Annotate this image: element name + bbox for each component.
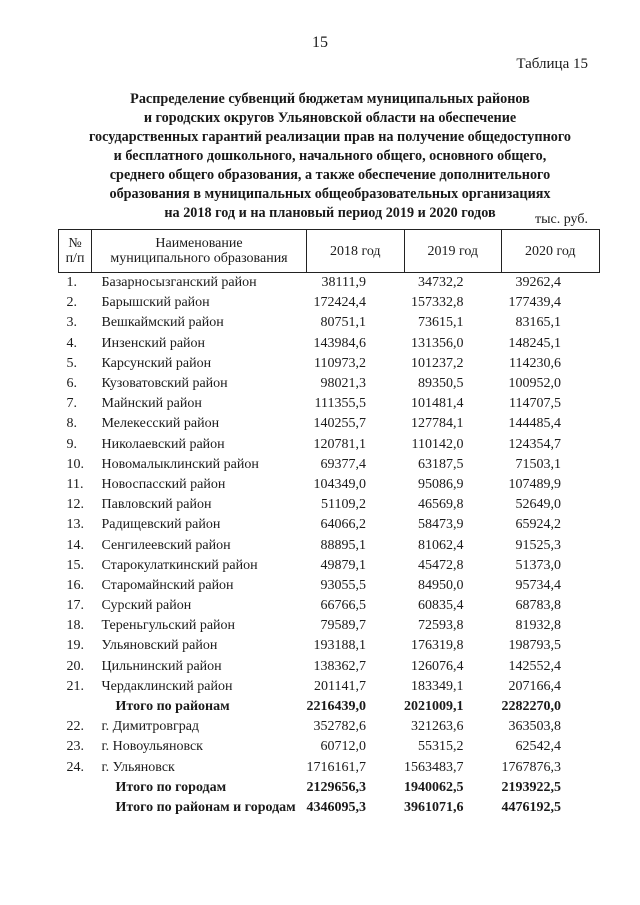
table-row: [59, 374, 600, 394]
row-name: Карсунский район: [101, 355, 212, 371]
row-name: г. Димитровград: [101, 719, 200, 735]
value-2018: 79589,7: [320, 618, 366, 634]
table-row: [59, 455, 600, 475]
row-number: 12.: [66, 497, 84, 513]
table-row: [59, 535, 600, 555]
row-name: г. Новоульяновск: [101, 739, 203, 755]
value-2020: 62542,4: [515, 739, 561, 755]
value-2018: 60712,0: [320, 739, 366, 755]
header-name-line1: Наименование: [155, 236, 243, 251]
value-2020: 68783,8: [515, 598, 561, 614]
value-2019: 73615,1: [418, 315, 464, 331]
value-2019: 321263,6: [411, 719, 464, 735]
row-number: 18.: [66, 618, 84, 634]
table-label: Таблица 15: [516, 56, 588, 72]
value-2018: 4346095,3: [306, 799, 366, 815]
value-2020: 1767876,3: [501, 759, 561, 775]
value-2018: 201141,7: [314, 678, 366, 694]
row-number: 23.: [66, 739, 84, 755]
value-2019: 131356,0: [411, 335, 464, 351]
value-2019: 2021009,1: [404, 699, 464, 715]
value-2020: 52649,0: [515, 497, 561, 513]
value-2020: 177439,4: [508, 295, 561, 311]
value-2018: 110973,2: [314, 355, 366, 371]
table-row: [59, 334, 600, 354]
row-number: 15.: [66, 557, 84, 573]
value-2018: 352782,6: [313, 719, 366, 735]
table-row: [59, 758, 600, 778]
value-2019: 63187,5: [418, 456, 464, 472]
row-name: Сенгилеевский район: [101, 537, 231, 553]
value-2018: 93055,5: [320, 577, 366, 593]
row-name: Старомайнский район: [101, 577, 234, 593]
value-2018: 111355,5: [314, 396, 366, 412]
value-2020: 107489,9: [508, 476, 561, 492]
row-number: 9.: [66, 436, 77, 452]
row-number: 17.: [66, 598, 84, 614]
header-name-line2: муниципального образования: [110, 251, 288, 266]
value-2018: 140255,7: [313, 416, 366, 432]
row-number: 3.: [66, 315, 77, 331]
value-2019: 157332,8: [411, 295, 464, 311]
value-2020: 114230,6: [509, 355, 561, 371]
value-2018: 138362,7: [313, 658, 366, 674]
table-total-row: [59, 778, 600, 798]
table-row: [59, 293, 600, 313]
row-number: 24.: [66, 759, 84, 775]
value-2019: 101481,4: [411, 396, 464, 412]
value-2020: 95734,4: [515, 577, 561, 593]
row-number: 14.: [66, 537, 84, 553]
title-line: государственных гарантий реализации прав на получение общедоступного: [88, 129, 572, 145]
value-2018: 98021,3: [320, 376, 366, 392]
value-2018: 49879,1: [320, 557, 366, 573]
table-row: [59, 313, 600, 333]
value-2020: 39262,4: [515, 275, 561, 291]
page-number: 15: [312, 34, 328, 51]
value-2020: 363503,8: [508, 719, 561, 735]
row-name: Радищевский район: [101, 517, 221, 533]
units-label: тыс. руб.: [535, 212, 588, 227]
value-2019: 101237,2: [411, 355, 464, 371]
header-number: [59, 230, 92, 273]
value-2020: 2193922,5: [501, 779, 561, 795]
value-2020: 65924,2: [515, 517, 561, 533]
header-2018: 2018 год: [307, 230, 405, 273]
table-row: [59, 717, 600, 737]
table-row: [59, 354, 600, 374]
value-2019: 127784,1: [411, 416, 464, 432]
row-name: Старокулаткинский район: [101, 557, 258, 573]
value-2020: 4476192,5: [501, 799, 561, 815]
table-row: [59, 273, 600, 294]
table-row: [59, 556, 600, 576]
row-name: Чердаклинский район: [101, 678, 233, 694]
value-2020: 83165,1: [515, 315, 561, 331]
row-name: Инзенский район: [101, 335, 206, 351]
row-name: Павловский район: [101, 497, 212, 513]
row-number: 6.: [66, 376, 77, 392]
value-2018: 69377,4: [320, 456, 366, 472]
value-2020: 71503,1: [515, 456, 561, 472]
row-number: [59, 697, 92, 717]
row-number: 1.: [66, 275, 77, 291]
value-2019: 89350,5: [418, 376, 464, 392]
value-2019: 95086,9: [418, 476, 464, 492]
title-line: и бесплатного дошкольного, начального общего, основного общего,: [113, 148, 547, 164]
row-name: Итого по районам: [115, 699, 230, 715]
row-name: Новомалыклинский район: [101, 456, 259, 472]
table-row: [59, 394, 600, 414]
subsidy-table: [58, 229, 600, 818]
table-row: [59, 636, 600, 656]
header-number-line1: №: [68, 236, 82, 251]
value-2018: 1716161,7: [306, 759, 366, 775]
row-number: 10.: [66, 456, 84, 472]
value-2020: 144485,4: [508, 416, 561, 432]
row-name: Итого по городам: [115, 779, 227, 795]
value-2020: 2282270,0: [501, 699, 561, 715]
title-line: на 2018 год и на плановый период 2019 и 2020 годов: [164, 205, 496, 221]
row-number: 7.: [66, 396, 77, 412]
row-name: Мелекесский район: [101, 416, 220, 432]
row-number: 2.: [66, 295, 77, 311]
value-2019: 1940062,5: [404, 779, 464, 795]
row-name: Барышский район: [101, 295, 210, 311]
value-2019: 1563483,7: [404, 759, 464, 775]
value-2019: 176319,8: [411, 638, 464, 654]
header-2020: 2020 год: [502, 230, 600, 273]
table-row: [59, 616, 600, 636]
title-line: и городских округов Ульяновской области на обеспечение: [143, 110, 517, 126]
value-2020: 51373,0: [515, 557, 561, 573]
document-title: [60, 90, 600, 223]
value-2018: 66766,5: [320, 598, 366, 614]
value-2020: 91525,3: [515, 537, 561, 553]
row-number: 22.: [66, 719, 84, 735]
row-name: Вешкаймский район: [101, 315, 224, 331]
value-2019: 3961071,6: [404, 799, 464, 815]
row-name: Ульяновский район: [101, 638, 218, 654]
value-2020: 207166,4: [508, 678, 561, 694]
title-line: Распределение субвенций бюджетам муниципальных районов: [130, 91, 530, 107]
row-number: 21.: [66, 678, 84, 694]
value-2019: 84950,0: [418, 577, 464, 593]
table-row: [59, 737, 600, 757]
row-name: Новоспасский район: [101, 476, 226, 492]
row-name: Майнский район: [101, 396, 202, 412]
row-number: [59, 798, 92, 818]
header-name: [92, 230, 307, 273]
header-number-line2: п/п: [65, 251, 85, 266]
title-line: образования в муниципальных общеобразовательных организациях: [109, 186, 551, 202]
row-name: Сурский район: [101, 598, 192, 614]
table-body: [59, 273, 600, 819]
value-2018: 64066,2: [320, 517, 366, 533]
value-2018: 51109,2: [321, 497, 366, 513]
value-2018: 2216439,0: [306, 699, 366, 715]
table-total-row: [59, 697, 600, 717]
row-name: Кузоватовский район: [101, 376, 228, 392]
table-header-row: [59, 230, 600, 273]
value-2019: 46569,8: [418, 497, 464, 513]
header-2019: 2019 год: [404, 230, 502, 273]
value-2019: 126076,4: [411, 658, 464, 674]
value-2018: 143984,6: [313, 335, 366, 351]
row-number: 13.: [66, 517, 84, 533]
value-2019: 45472,8: [418, 557, 464, 573]
value-2018: 104349,0: [313, 476, 366, 492]
row-number: 4.: [66, 335, 77, 351]
value-2018: 193188,1: [313, 638, 366, 654]
table-row: [59, 596, 600, 616]
table-row: [59, 677, 600, 697]
value-2020: 124354,7: [508, 436, 561, 452]
value-2019: 34732,2: [418, 275, 464, 291]
value-2018: 38111,9: [321, 275, 366, 291]
table-total-row: [59, 798, 600, 818]
value-2020: 142552,4: [508, 658, 561, 674]
value-2019: 110142,0: [411, 436, 464, 452]
value-2020: 198793,5: [508, 638, 561, 654]
table-row: [59, 475, 600, 495]
table-row: [59, 435, 600, 455]
row-name: Николаевский район: [101, 436, 225, 452]
row-number: 8.: [66, 416, 77, 432]
table-row: [59, 495, 600, 515]
row-number: 20.: [66, 658, 84, 674]
value-2018: 2129656,3: [306, 779, 366, 795]
value-2019: 72593,8: [418, 618, 464, 634]
row-number: 5.: [66, 355, 77, 371]
table-row: [59, 576, 600, 596]
value-2020: 148245,1: [508, 335, 561, 351]
row-name: Цильнинский район: [101, 658, 222, 674]
value-2019: 60835,4: [418, 598, 464, 614]
row-number: 16.: [66, 577, 84, 593]
row-number: [59, 778, 92, 798]
value-2019: 55315,2: [418, 739, 464, 755]
value-2018: 88895,1: [320, 537, 366, 553]
table-row: [59, 414, 600, 434]
value-2018: 172424,4: [313, 295, 366, 311]
value-2019: 58473,9: [418, 517, 464, 533]
value-2020: 81932,8: [515, 618, 561, 634]
value-2018: 80751,1: [320, 315, 366, 331]
value-2020: 114707,5: [509, 396, 561, 412]
value-2018: 120781,1: [313, 436, 366, 452]
value-2020: 100952,0: [508, 376, 561, 392]
title-line: среднего общего образования, а также обеспечение дополнительного: [109, 167, 551, 183]
row-name: г. Ульяновск: [101, 759, 175, 775]
value-2019: 81062,4: [418, 537, 464, 553]
table-row: [59, 657, 600, 677]
table-row: [59, 515, 600, 535]
row-name: Базарносызганский район: [101, 275, 257, 291]
value-2019: 183349,1: [411, 678, 464, 694]
row-name: Итого по районам и городам: [115, 799, 296, 815]
row-number: 11.: [66, 476, 84, 492]
row-number: 19.: [66, 638, 84, 654]
row-name: Тереньгульский район: [101, 618, 236, 634]
